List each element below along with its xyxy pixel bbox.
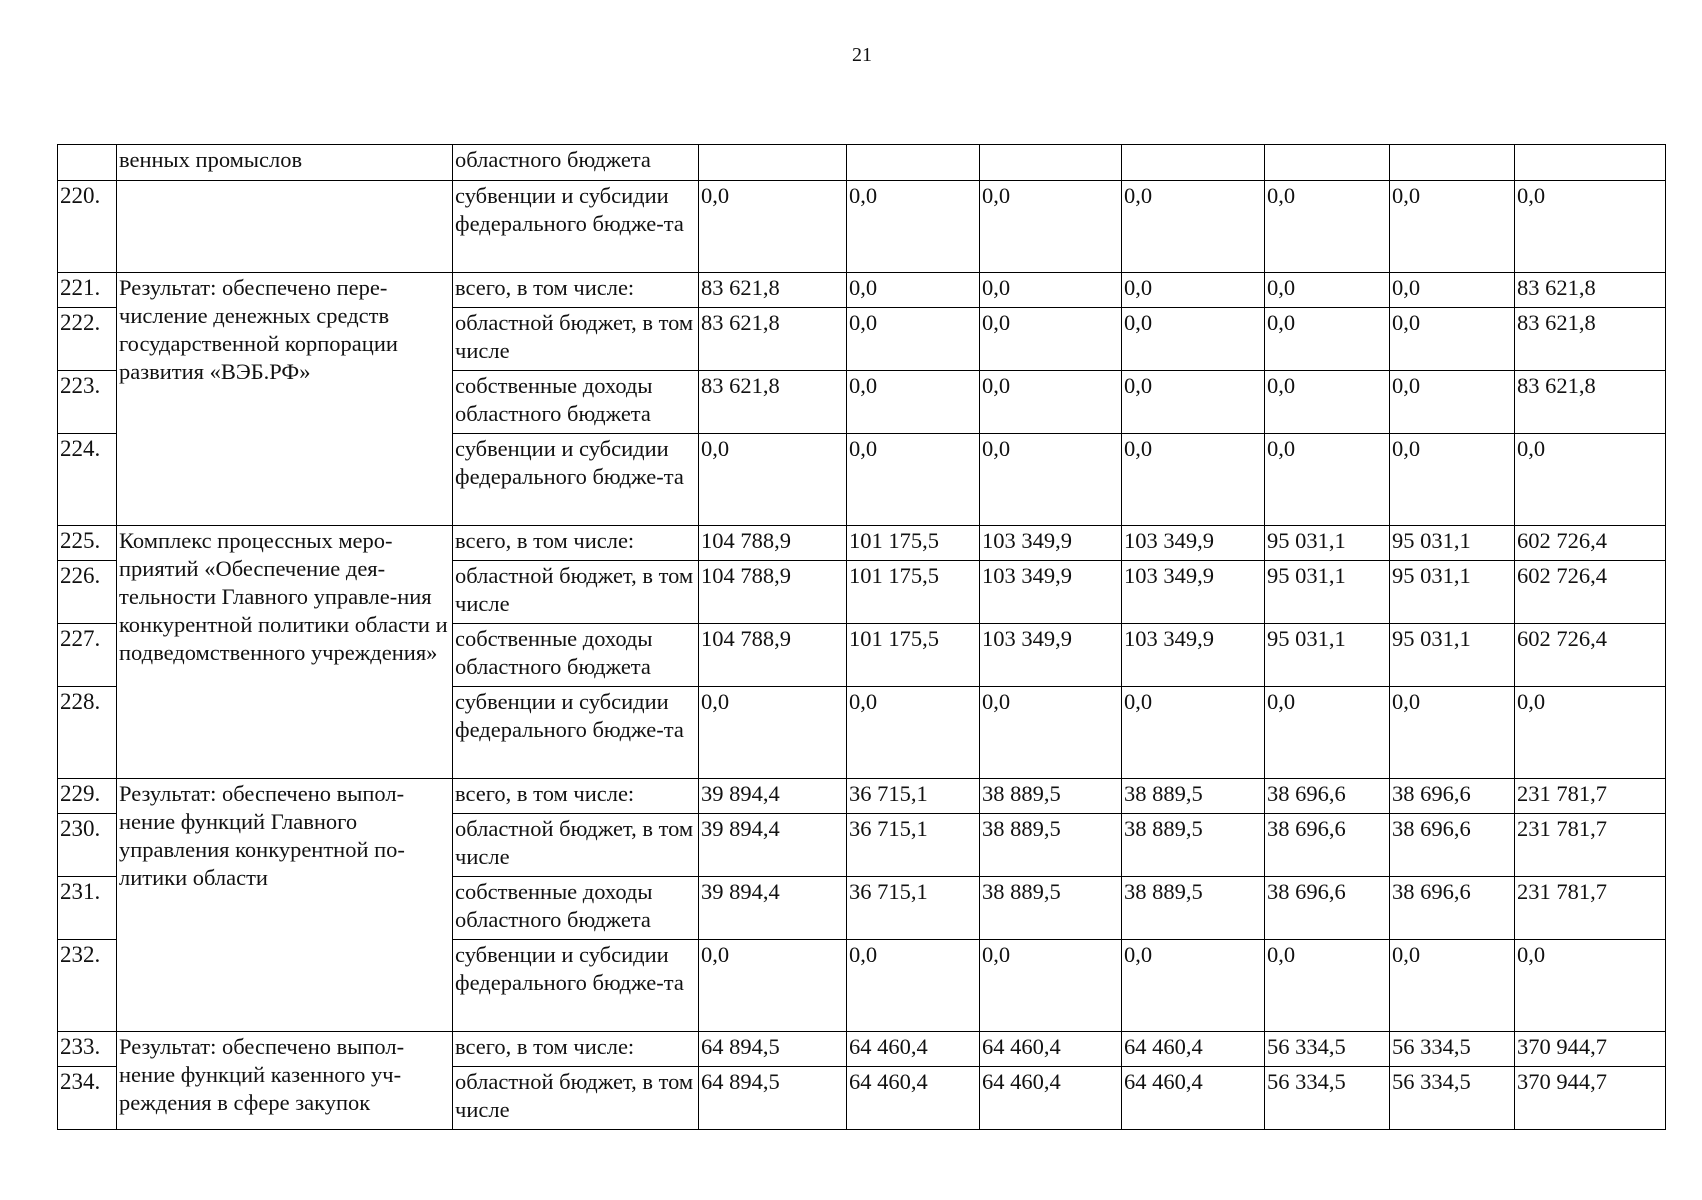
value-cell: 38 696,6 <box>1265 814 1390 877</box>
value-cell: 83 621,8 <box>1515 371 1666 434</box>
value-cell: 64 460,4 <box>847 1032 980 1067</box>
value-cell: 0,0 <box>847 308 980 371</box>
value-cell: 0,0 <box>1390 434 1515 526</box>
value-cell: 0,0 <box>1265 273 1390 308</box>
value-cell: 0,0 <box>699 181 847 273</box>
value-cell: 95 031,1 <box>1390 561 1515 624</box>
value-cell: 64 460,4 <box>1122 1067 1265 1130</box>
value-cell: 103 349,9 <box>1122 526 1265 561</box>
funding-source: областного бюджета <box>453 145 699 181</box>
value-cell: 0,0 <box>1265 181 1390 273</box>
value-cell: 0,0 <box>980 308 1122 371</box>
item-description: Комплекс процессных меро-приятий «Обеспечение дея-тельности Главного управле-ния конкурентной политики области и подведомственного учреждения» <box>117 526 453 779</box>
value-cell: 95 031,1 <box>1265 624 1390 687</box>
table-row <box>58 1032 1666 1067</box>
value-cell: 39 894,4 <box>699 814 847 877</box>
value-cell: 231 781,7 <box>1515 779 1666 814</box>
value-cell: 64 460,4 <box>847 1067 980 1130</box>
value-cell: 0,0 <box>847 434 980 526</box>
value-cell: 39 894,4 <box>699 779 847 814</box>
value-cell: 95 031,1 <box>1265 561 1390 624</box>
table-row <box>58 526 1666 561</box>
value-cell: 95 031,1 <box>1390 526 1515 561</box>
item-description: Результат: обеспечено выпол-нение функций Главного управления конкурентной по-литики области <box>117 779 453 1032</box>
value-cell: 0,0 <box>699 434 847 526</box>
value-cell: 36 715,1 <box>847 779 980 814</box>
value-cell: 38 889,5 <box>1122 877 1265 940</box>
value-cell: 83 621,8 <box>699 308 847 371</box>
funding-source: собственные доходы областного бюджета <box>453 877 699 940</box>
value-cell: 0,0 <box>699 687 847 779</box>
table-row <box>58 779 1666 814</box>
value-cell: 0,0 <box>980 371 1122 434</box>
row-number: 227. <box>58 624 117 687</box>
value-cell: 38 889,5 <box>980 814 1122 877</box>
value-cell: 0,0 <box>1515 940 1666 1032</box>
value-cell: 64 894,5 <box>699 1032 847 1067</box>
value-cell <box>1515 145 1666 181</box>
value-cell <box>1265 145 1390 181</box>
value-cell: 64 460,4 <box>980 1032 1122 1067</box>
value-cell: 0,0 <box>980 181 1122 273</box>
budget-table <box>57 144 1666 1130</box>
value-cell: 0,0 <box>1122 940 1265 1032</box>
value-cell: 0,0 <box>1122 273 1265 308</box>
funding-source: всего, в том числе: <box>453 1032 699 1067</box>
value-cell: 103 349,9 <box>1122 561 1265 624</box>
row-number: 229. <box>58 779 117 814</box>
value-cell: 38 889,5 <box>1122 779 1265 814</box>
value-cell: 231 781,7 <box>1515 877 1666 940</box>
page-number: 21 <box>852 44 872 66</box>
value-cell: 103 349,9 <box>980 526 1122 561</box>
value-cell: 64 894,5 <box>699 1067 847 1130</box>
value-cell: 370 944,7 <box>1515 1067 1666 1130</box>
row-number: 232. <box>58 940 117 1032</box>
value-cell: 602 726,4 <box>1515 561 1666 624</box>
funding-source: субвенции и субсидии федерального бюдже-та <box>453 940 699 1032</box>
table-row <box>58 145 1666 181</box>
value-cell: 38 696,6 <box>1265 877 1390 940</box>
value-cell: 0,0 <box>847 273 980 308</box>
value-cell: 0,0 <box>1390 687 1515 779</box>
value-cell: 0,0 <box>1390 371 1515 434</box>
value-cell: 0,0 <box>1265 434 1390 526</box>
value-cell: 36 715,1 <box>847 814 980 877</box>
value-cell: 101 175,5 <box>847 624 980 687</box>
value-cell: 103 349,9 <box>980 561 1122 624</box>
row-number: 228. <box>58 687 117 779</box>
value-cell: 104 788,9 <box>699 526 847 561</box>
value-cell: 0,0 <box>699 940 847 1032</box>
funding-source: областной бюджет, в том числе <box>453 814 699 877</box>
row-number: 233. <box>58 1032 117 1067</box>
funding-source: всего, в том числе: <box>453 273 699 308</box>
value-cell: 103 349,9 <box>980 624 1122 687</box>
value-cell: 0,0 <box>980 940 1122 1032</box>
value-cell: 38 696,6 <box>1265 779 1390 814</box>
row-number: 231. <box>58 877 117 940</box>
value-cell: 38 696,6 <box>1390 877 1515 940</box>
value-cell: 104 788,9 <box>699 561 847 624</box>
value-cell: 0,0 <box>1122 687 1265 779</box>
value-cell: 0,0 <box>1122 371 1265 434</box>
value-cell: 602 726,4 <box>1515 624 1666 687</box>
value-cell: 0,0 <box>1515 434 1666 526</box>
value-cell: 83 621,8 <box>699 273 847 308</box>
value-cell: 0,0 <box>1390 273 1515 308</box>
funding-source: субвенции и субсидии федерального бюдже-та <box>453 687 699 779</box>
row-number: 222. <box>58 308 117 371</box>
value-cell: 38 889,5 <box>980 779 1122 814</box>
value-cell: 0,0 <box>847 371 980 434</box>
table-row <box>58 273 1666 308</box>
row-number: 230. <box>58 814 117 877</box>
row-number: 225. <box>58 526 117 561</box>
row-number: 226. <box>58 561 117 624</box>
row-number: 223. <box>58 371 117 434</box>
value-cell: 0,0 <box>847 940 980 1032</box>
value-cell: 38 696,6 <box>1390 779 1515 814</box>
value-cell <box>980 145 1122 181</box>
item-description <box>117 181 453 273</box>
value-cell: 56 334,5 <box>1390 1032 1515 1067</box>
funding-source: областной бюджет, в том числе <box>453 308 699 371</box>
value-cell: 0,0 <box>1122 308 1265 371</box>
value-cell: 101 175,5 <box>847 561 980 624</box>
item-description: Результат: обеспечено пере-числение денежных средств государственной корпорации развития «ВЭБ.РФ» <box>117 273 453 526</box>
value-cell: 64 460,4 <box>1122 1032 1265 1067</box>
value-cell: 0,0 <box>1265 308 1390 371</box>
value-cell: 0,0 <box>1122 434 1265 526</box>
value-cell: 0,0 <box>1390 181 1515 273</box>
funding-source: собственные доходы областного бюджета <box>453 624 699 687</box>
value-cell: 0,0 <box>1265 940 1390 1032</box>
value-cell: 0,0 <box>980 273 1122 308</box>
value-cell: 602 726,4 <box>1515 526 1666 561</box>
funding-source: всего, в том числе: <box>453 779 699 814</box>
value-cell: 64 460,4 <box>980 1067 1122 1130</box>
value-cell <box>699 145 847 181</box>
value-cell: 56 334,5 <box>1390 1067 1515 1130</box>
table-body <box>58 145 1666 1130</box>
value-cell: 0,0 <box>1390 940 1515 1032</box>
value-cell: 83 621,8 <box>1515 308 1666 371</box>
value-cell: 56 334,5 <box>1265 1032 1390 1067</box>
table-row <box>58 181 1666 273</box>
value-cell: 0,0 <box>980 434 1122 526</box>
value-cell: 101 175,5 <box>847 526 980 561</box>
value-cell: 83 621,8 <box>1515 273 1666 308</box>
row-number: 220. <box>58 181 117 273</box>
row-number: 224. <box>58 434 117 526</box>
value-cell <box>847 145 980 181</box>
value-cell: 370 944,7 <box>1515 1032 1666 1067</box>
value-cell: 103 349,9 <box>1122 624 1265 687</box>
value-cell: 38 696,6 <box>1390 814 1515 877</box>
value-cell: 38 889,5 <box>980 877 1122 940</box>
value-cell: 0,0 <box>1390 308 1515 371</box>
value-cell <box>1390 145 1515 181</box>
value-cell: 0,0 <box>980 687 1122 779</box>
row-number: 221. <box>58 273 117 308</box>
item-description: Результат: обеспечено выпол-нение функций казенного уч-реждения в сфере закупок <box>117 1032 453 1130</box>
value-cell: 95 031,1 <box>1265 526 1390 561</box>
value-cell: 0,0 <box>847 181 980 273</box>
funding-source: всего, в том числе: <box>453 526 699 561</box>
value-cell: 104 788,9 <box>699 624 847 687</box>
value-cell <box>1122 145 1265 181</box>
funding-source: субвенции и субсидии федерального бюдже-та <box>453 181 699 273</box>
funding-source: областной бюджет, в том числе <box>453 1067 699 1130</box>
value-cell: 56 334,5 <box>1265 1067 1390 1130</box>
value-cell: 0,0 <box>1122 181 1265 273</box>
funding-source: областной бюджет, в том числе <box>453 561 699 624</box>
value-cell: 95 031,1 <box>1390 624 1515 687</box>
value-cell: 0,0 <box>1265 371 1390 434</box>
value-cell: 38 889,5 <box>1122 814 1265 877</box>
value-cell: 0,0 <box>1265 687 1390 779</box>
value-cell: 0,0 <box>847 687 980 779</box>
value-cell: 36 715,1 <box>847 877 980 940</box>
value-cell: 0,0 <box>1515 181 1666 273</box>
value-cell: 0,0 <box>1515 687 1666 779</box>
funding-source: субвенции и субсидии федерального бюдже-та <box>453 434 699 526</box>
value-cell: 83 621,8 <box>699 371 847 434</box>
funding-source: собственные доходы областного бюджета <box>453 371 699 434</box>
value-cell: 39 894,4 <box>699 877 847 940</box>
item-description: венных промыслов <box>117 145 453 181</box>
row-number <box>58 145 117 181</box>
value-cell: 231 781,7 <box>1515 814 1666 877</box>
row-number: 234. <box>58 1067 117 1130</box>
